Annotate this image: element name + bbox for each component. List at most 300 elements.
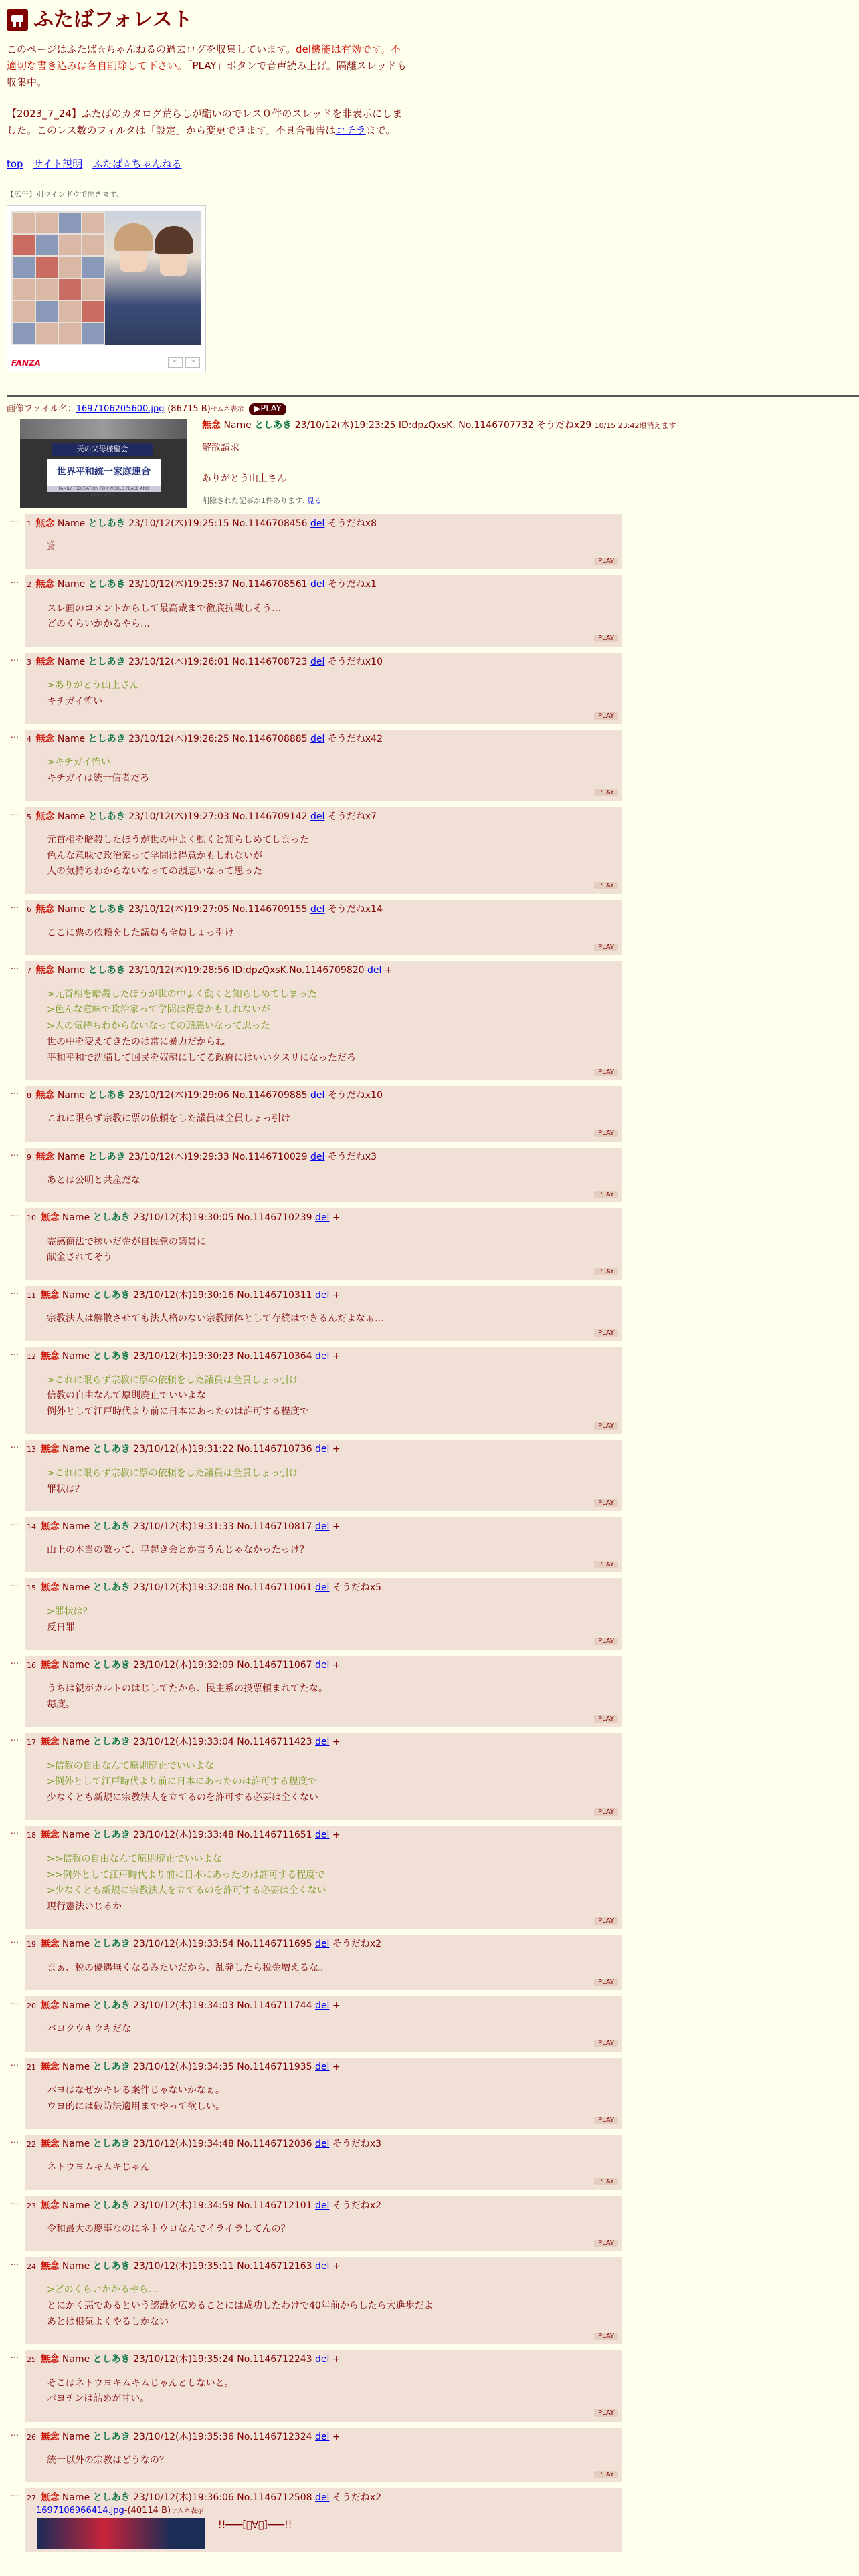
reply-subject: 無念 <box>40 2354 60 2365</box>
reply-del-link[interactable]: del <box>315 1737 330 1748</box>
reply-26 <box>11 2428 622 2483</box>
reply-del-link[interactable]: del <box>315 1582 330 1594</box>
reply-datetime: 23/10/12(木)19:33:04 <box>133 1737 234 1748</box>
reply-play-button[interactable]: PLAY <box>594 1069 618 1076</box>
reply-message <box>47 2083 618 2115</box>
reply-subject: 無念 <box>40 2061 60 2072</box>
reply-del-link[interactable]: del <box>315 1521 330 1532</box>
reply-name: としあき <box>92 1582 130 1594</box>
reply-play-row <box>27 2039 618 2049</box>
reply-play-button[interactable]: PLAY <box>594 2117 618 2124</box>
reply-message-line: キチガイは統一信者だろ <box>47 773 150 784</box>
reply-name: としあき <box>92 2199 130 2211</box>
reply-menu-icon[interactable]: … <box>11 2258 18 2268</box>
reply-play-button[interactable]: PLAY <box>594 944 618 951</box>
reply-subject: 無念 <box>40 2199 60 2211</box>
reply-sodane[interactable]: そうだねx14 <box>327 903 383 915</box>
reply-menu-icon[interactable]: … <box>11 1997 18 2006</box>
reply-file-line <box>36 2505 618 2518</box>
reply-23 <box>11 2196 622 2252</box>
reply-sodane[interactable]: そうだねx5 <box>332 1582 382 1594</box>
reply-name-label: Name <box>62 2492 90 2504</box>
ad-next-button[interactable]: > <box>185 357 200 368</box>
ad-prev-button[interactable]: < <box>168 357 183 368</box>
reply-sodane[interactable]: + <box>332 2354 341 2365</box>
reply-menu-icon[interactable]: … <box>11 2351 18 2361</box>
reply-message <box>47 2160 618 2176</box>
reply-number[interactable]: No.1146709885 <box>232 1090 308 1101</box>
reply-name-label: Name <box>62 1582 90 1594</box>
reply-message-line: パヨチンは詰めが甘い。 <box>47 2393 150 2405</box>
reply-menu-icon[interactable]: … <box>11 1348 18 1358</box>
reply-message-line: ウヨ的には破防法適用までやって欲しい。 <box>47 2101 225 2112</box>
reply-del-link[interactable]: del <box>315 2138 330 2149</box>
reply-index: 3 <box>27 657 31 667</box>
reply-datetime: 23/10/12(木)19:31:33 <box>133 1521 234 1532</box>
reply-sodane[interactable]: + <box>332 1521 341 1532</box>
reply-index: 18 <box>27 1831 36 1840</box>
reply-del-link[interactable]: del <box>315 2261 330 2272</box>
bug-report-link[interactable]: コチラ <box>335 124 366 136</box>
reply-menu-icon[interactable]: … <box>11 730 18 740</box>
reply-number[interactable]: No.1146709142 <box>232 811 308 822</box>
reply-2 <box>11 575 622 646</box>
reply-index: 9 <box>27 1152 31 1162</box>
reply-del-link[interactable]: del <box>315 1830 330 1841</box>
reply-play-row <box>27 1267 618 1277</box>
reply-message-line: !!━━━[ﾟ∀ﾟ]━━━!! <box>218 2520 292 2531</box>
reply-play-button[interactable]: PLAY <box>594 1917 618 1925</box>
reply-menu-icon[interactable]: … <box>11 1733 18 1743</box>
op-name-label: Name <box>223 419 252 431</box>
reply-del-link[interactable]: del <box>315 2000 330 2011</box>
reply-name-label: Name <box>57 811 86 822</box>
reply-play-button[interactable]: PLAY <box>594 2040 618 2047</box>
site-title: ふたばフォレスト <box>33 8 193 31</box>
site-intro <box>7 41 408 91</box>
reply-datetime: 23/10/12(木)19:34:59 <box>133 2199 234 2211</box>
reply-play-button[interactable]: PLAY <box>594 635 618 642</box>
reply-play-button[interactable]: PLAY <box>594 1329 618 1337</box>
reply-name-label: Name <box>62 2061 90 2072</box>
reply-20 <box>11 1996 622 2052</box>
reply-datetime: 23/10/12(木)19:33:48 <box>133 1830 234 1841</box>
reply-name: としあき <box>92 1212 130 1224</box>
reply-sodane[interactable]: そうだねx3 <box>332 2138 382 2149</box>
reply-subject: 無念 <box>40 2138 60 2149</box>
reply-message-line: 山上の本当の敵って、早起き会とか言うんじゃなかったっけ？ <box>47 1545 309 1556</box>
reply-play-button[interactable]: PLAY <box>594 2333 618 2340</box>
reply-menu-icon[interactable]: … <box>11 1148 18 1158</box>
reply-header <box>27 964 618 977</box>
reply-menu-icon[interactable]: … <box>11 962 18 972</box>
reply-del-link[interactable]: del <box>310 1090 325 1101</box>
reply-play-button[interactable]: PLAY <box>594 1561 618 1568</box>
reply-menu-icon[interactable]: … <box>11 514 18 524</box>
reply-sodane[interactable]: + <box>332 1737 341 1748</box>
reply-datetime: 23/10/12(木)19:32:08 <box>133 1582 234 1594</box>
reply-message-line: 反日罪 <box>47 1622 75 1633</box>
reply-sodane[interactable]: + <box>332 1212 341 1224</box>
reply-del-link[interactable]: del <box>310 903 325 915</box>
reply-sodane[interactable]: そうだねx1 <box>327 579 377 591</box>
reply-name: としあき <box>92 1830 130 1841</box>
reply-message-line: 世の中を変えてきたのは常に暴力だからね <box>47 1037 225 1048</box>
reply-subject: 無念 <box>35 1151 55 1162</box>
reply-name: としあき <box>88 656 126 667</box>
reply-sodane[interactable]: そうだねx10 <box>327 1090 383 1101</box>
reply-number[interactable]: No.1146710736 <box>237 1444 312 1455</box>
op-deleted-note <box>202 496 676 506</box>
reply-header <box>27 2199 618 2212</box>
reply-subject: 無念 <box>35 965 55 976</box>
reply-del-link[interactable]: del <box>367 965 382 976</box>
reply-index: 21 <box>27 2062 36 2072</box>
op-file-line <box>7 403 852 416</box>
op-deleted-text: 削除された記事が1件あります. <box>202 496 305 506</box>
reply-menu-icon[interactable]: … <box>11 576 18 586</box>
reply-18 <box>11 1826 622 1929</box>
reply-name: としあき <box>92 2492 130 2504</box>
reply-name: としあき <box>92 1737 130 1748</box>
reply-number[interactable]: No.1146712163 <box>237 2261 312 2272</box>
reply-play-button[interactable]: PLAY <box>594 1715 618 1723</box>
reply-sodane[interactable]: + <box>332 2061 341 2072</box>
ad-banner[interactable] <box>7 205 206 372</box>
reply-message <box>47 2022 618 2038</box>
reply-message <box>47 678 618 710</box>
reply-number[interactable]: No.1146711744 <box>237 2000 312 2011</box>
reply-play-button[interactable]: PLAY <box>594 882 618 889</box>
reply-play-button[interactable]: PLAY <box>594 1130 618 1137</box>
reply-play-button[interactable]: PLAY <box>594 2409 618 2417</box>
reply-index: 23 <box>27 2201 36 2210</box>
reply-play-row <box>27 2470 618 2480</box>
op-file-meta: -(86715 B) <box>164 403 211 414</box>
reply-del-link[interactable]: del <box>315 1351 330 1362</box>
reply-sodane[interactable]: + <box>332 2431 341 2442</box>
reply-sodane[interactable]: + <box>332 1351 341 1362</box>
reply-datetime: 23/10/12(木)19:25:15 <box>128 518 229 529</box>
reply-play-row <box>27 1499 618 1509</box>
reply-datetime: 23/10/12(木)19:36:06 <box>133 2492 234 2504</box>
reply-menu-icon[interactable]: … <box>11 1440 18 1451</box>
reply-header <box>27 517 618 530</box>
reply-message-line: 𓀀 <box>47 542 56 553</box>
reply-file-meta: -(40114 B) <box>124 2505 171 2516</box>
reply-number[interactable]: No.1146709155 <box>232 903 308 915</box>
reply-menu-icon[interactable]: … <box>11 2196 18 2206</box>
reply-header <box>27 1520 618 1533</box>
reply-name-label: Name <box>57 579 86 591</box>
reply-subject: 無念 <box>35 811 55 822</box>
reply-play-row <box>27 1068 618 1078</box>
notice-text: 【2023_7_24】ふたばのカタログ荒らしが酷いのでレス０件のスレッドを非表示にしました。このレス数のフィルタは「設定」から変更できます。不具合報告は <box>7 107 403 136</box>
reply-name-label: Name <box>62 1830 90 1841</box>
ad-photo <box>105 211 201 345</box>
reply-play-row <box>27 634 618 644</box>
op-deleted-link[interactable]: 見る <box>307 496 322 506</box>
reply-message <box>47 601 618 633</box>
reply-sodane[interactable]: そうだねx2 <box>332 2492 382 2504</box>
reply-del-link[interactable]: del <box>310 579 325 591</box>
reply-menu-icon[interactable]: … <box>11 2058 18 2068</box>
reply-datetime: 23/10/12(木)19:32:09 <box>133 1659 234 1671</box>
reply-quote-line: >>例外として江戸時代より前に日本にあったのは許可する程度で <box>47 1869 325 1881</box>
reply-number[interactable]: No.1146712036 <box>237 2138 312 2149</box>
reply-message <box>47 2222 618 2238</box>
reply-datetime: 23/10/12(木)19:27:03 <box>128 811 229 822</box>
reply-play-row <box>27 1129 618 1139</box>
reply-number[interactable]: No.1146712243 <box>237 2354 312 2365</box>
reply-sodane[interactable]: + <box>332 1289 341 1301</box>
reply-header <box>27 2260 618 2273</box>
reply-datetime: 23/10/12(木)19:28:56 <box>128 965 229 976</box>
reply-thumbnail[interactable] <box>37 2518 205 2549</box>
reply-subject: 無念 <box>40 1737 60 1748</box>
reply-del-link[interactable]: del <box>310 1151 325 1162</box>
reply-subject: 無念 <box>35 1090 55 1101</box>
reply-subject: 無念 <box>40 1289 60 1301</box>
reply-message <box>47 1111 618 1128</box>
reply-play-button[interactable]: PLAY <box>594 1499 618 1507</box>
reply-play-button[interactable]: PLAY <box>594 1422 618 1430</box>
reply-del-link[interactable]: del <box>310 811 325 822</box>
reply-message <box>47 1466 618 1498</box>
reply-message-line: あとは公明と共産だな <box>47 1175 140 1186</box>
reply-message <box>47 1961 618 1977</box>
reply-name: としあき <box>92 1289 130 1301</box>
reply-number[interactable]: No.1146712101 <box>237 2199 312 2211</box>
reply-play-button[interactable]: PLAY <box>594 2240 618 2247</box>
reply-subject: 無念 <box>40 2261 60 2272</box>
reply-sodane[interactable]: + <box>332 1830 341 1841</box>
nav-link-top[interactable]: top <box>7 158 23 171</box>
nav-link-futaba[interactable]: ふたば☆ちゃんねる <box>92 158 182 171</box>
reply-subject: 無念 <box>40 1444 60 1455</box>
reply-quote-line: >例外として江戸時代より前に日本にあったのは許可する程度で <box>47 1776 317 1788</box>
op-file-link[interactable]: 1697106205600.jpg <box>76 403 165 414</box>
reply-play-button[interactable]: PLAY <box>594 1979 618 1986</box>
reply-datetime: 23/10/12(木)19:35:11 <box>133 2261 234 2272</box>
reply-header <box>27 1658 618 1672</box>
reply-name: としあき <box>92 2000 130 2011</box>
reply-subject: 無念 <box>40 2492 60 2504</box>
reply-datetime: 23/10/12(木)19:30:05 <box>133 1212 234 1224</box>
reply-play-row <box>27 788 618 798</box>
notice-tail: まで。 <box>365 124 396 136</box>
reply-menu-icon[interactable]: … <box>11 1656 18 1666</box>
thread-op <box>7 403 852 508</box>
reply-menu-icon[interactable]: … <box>11 1087 18 1097</box>
reply-1 <box>11 514 622 570</box>
reply-message <box>47 755 618 787</box>
reply-number[interactable]: No.1146710029 <box>232 1151 308 1162</box>
reply-play-button[interactable]: PLAY <box>594 789 618 796</box>
reply-play-button[interactable]: PLAY <box>594 1191 618 1198</box>
reply-play-button[interactable]: PLAY <box>594 2178 618 2185</box>
reply-message-line: 令和最大の慶事なのにネトウヨなんでイライラしてんの？ <box>47 2223 290 2234</box>
reply-number[interactable]: No.1146710239 <box>237 1212 312 1224</box>
reply-del-link[interactable]: del <box>310 734 325 745</box>
reply-sodane[interactable]: そうだねx3 <box>327 1151 377 1162</box>
ad-image[interactable] <box>11 211 201 345</box>
reply-del-link[interactable]: del <box>315 1289 330 1301</box>
reply-10 <box>11 1208 622 1279</box>
reply-12 <box>11 1347 622 1434</box>
reply-message-line: スレ画のコメントからして最高裁まで徹底抗戦しそう… <box>47 603 281 614</box>
reply-sodane[interactable]: そうだねx8 <box>327 518 377 529</box>
op-number[interactable]: No.1146707732 <box>458 419 534 431</box>
reply-number[interactable]: No.1146711935 <box>237 2061 312 2072</box>
reply-play-button[interactable]: PLAY <box>594 1808 618 1816</box>
reply-menu-icon[interactable]: … <box>11 1826 18 1836</box>
reply-number[interactable]: No.1146710311 <box>237 1289 312 1301</box>
reply-sodane[interactable]: + <box>332 2000 341 2011</box>
op-message-line: ありがとう山上さん <box>202 473 286 484</box>
reply-name-label: Name <box>62 2199 90 2211</box>
reply-subject: 無念 <box>35 518 55 529</box>
reply-menu-icon[interactable]: … <box>11 1209 18 1219</box>
reply-name-label: Name <box>57 1090 86 1101</box>
nav-link-about[interactable]: サイト説明 <box>33 158 83 171</box>
reply-play-button[interactable]: PLAY <box>594 558 618 565</box>
reply-menu-icon[interactable]: … <box>11 1286 18 1296</box>
reply-sodane[interactable]: + <box>384 965 393 976</box>
reply-sodane[interactable]: そうだねx2 <box>332 2199 382 2211</box>
reply-number[interactable]: No.1146708885 <box>232 734 308 745</box>
site-logo-icon[interactable] <box>7 9 28 31</box>
reply-quote-line: >罪状は？ <box>47 1606 92 1617</box>
reply-number[interactable]: No.1146711061 <box>237 1582 312 1594</box>
reply-del-link[interactable]: del <box>315 1939 330 1950</box>
reply-number[interactable]: No.1146712508 <box>237 2492 312 2504</box>
reply-del-link[interactable]: del <box>310 656 325 667</box>
reply-del-link[interactable]: del <box>315 1444 330 1455</box>
reply-16 <box>11 1656 622 1727</box>
reply-sodane[interactable]: + <box>332 2261 341 2272</box>
reply-header <box>27 2430 618 2444</box>
op-sodane[interactable]: そうだねx29 <box>537 419 592 431</box>
reply-message-line: どのくらいかかるやら… <box>47 619 150 630</box>
reply-play-row <box>27 712 618 722</box>
reply-number[interactable]: No.1146711695 <box>237 1939 312 1950</box>
reply-datetime: 23/10/12(木)19:31:22 <box>133 1444 234 1455</box>
reply-del-link[interactable]: del <box>315 2492 330 2504</box>
reply-message-line: 献金されてそう <box>47 1252 112 1263</box>
reply-play-row <box>27 2116 618 2126</box>
reply-header <box>27 1442 618 1456</box>
reply-menu-icon[interactable]: … <box>11 900 18 910</box>
reply-quote-line: >色んな意味で政治家って学問は得意かもしれないが <box>47 1004 270 1016</box>
reply-sodane[interactable]: + <box>332 1444 341 1455</box>
reply-number[interactable]: No.1146710364 <box>237 1351 312 1362</box>
reply-play-button[interactable]: PLAY <box>594 1638 618 1645</box>
reply-number[interactable]: No.1146708456 <box>232 518 308 529</box>
reply-name-label: Name <box>62 2261 90 2272</box>
reply-index: 14 <box>27 1522 36 1531</box>
reply-name-label: Name <box>62 2354 90 2365</box>
reply-quote-line: >>信教の自由なんて原則廃止でいいよな <box>47 1853 222 1864</box>
reply-name: としあき <box>88 965 126 976</box>
reply-number[interactable]: No.1146711651 <box>237 1830 312 1841</box>
reply-id: ID:dpzQxsK. <box>232 965 290 976</box>
reply-number[interactable]: No.1146710817 <box>237 1521 312 1532</box>
reply-del-link[interactable]: del <box>315 2354 330 2365</box>
reply-menu-icon[interactable]: … <box>11 1579 18 1589</box>
reply-sodane[interactable]: そうだねx2 <box>332 1939 382 1950</box>
reply-del-link[interactable]: del <box>315 2061 330 2072</box>
reply-message-line: ネトウヨムキムキじゃん <box>47 2162 150 2173</box>
reply-menu-icon[interactable]: … <box>11 807 18 817</box>
reply-header <box>27 2491 618 2504</box>
reply-index: 22 <box>27 2139 36 2149</box>
reply-message <box>47 540 618 556</box>
intro-text: このページはふたば☆ちゃんねるの過去ログを収集しています。 <box>7 43 296 56</box>
reply-menu-icon[interactable]: … <box>11 653 18 663</box>
reply-index: 11 <box>27 1291 36 1300</box>
reply-del-link[interactable]: del <box>315 1659 330 1671</box>
reply-datetime: 23/10/12(木)19:26:01 <box>128 656 229 667</box>
reply-play-button[interactable]: PLAY <box>594 712 618 720</box>
reply-name-label: Name <box>62 2431 90 2442</box>
reply-message-line: 信教の自由なんて原則廃止でいいよな <box>47 1390 206 1402</box>
reply-name: としあき <box>88 579 126 591</box>
reply-del-link[interactable]: del <box>310 518 325 529</box>
reply-number[interactable]: No.1146709820 <box>289 965 365 976</box>
reply-subject: 無念 <box>40 1582 60 1594</box>
reply-sodane[interactable]: そうだねx42 <box>327 734 383 745</box>
reply-7 <box>11 961 622 1080</box>
reply-file-link[interactable]: 1697106966414.jpg <box>36 2505 124 2516</box>
reply-menu-icon[interactable]: … <box>11 2489 18 2499</box>
reply-menu-icon[interactable]: … <box>11 2428 18 2438</box>
reply-name: としあき <box>92 2431 130 2442</box>
reply-sodane[interactable]: そうだねx10 <box>327 656 383 667</box>
reply-message <box>47 1373 618 1420</box>
reply-play-button[interactable]: PLAY <box>594 2471 618 2478</box>
reply-sodane[interactable]: そうだねx7 <box>327 811 377 822</box>
reply-menu-icon[interactable]: … <box>11 1517 18 1527</box>
reply-21 <box>11 2058 622 2129</box>
op-play-button[interactable]: ▶PLAY <box>249 403 286 415</box>
reply-name: としあき <box>88 1090 126 1101</box>
reply-datetime: 23/10/12(木)19:35:24 <box>133 2354 234 2365</box>
reply-message-line: 元首相を暗殺したほうが世の中よく動くと知らしめてしまった <box>47 834 309 845</box>
reply-menu-icon[interactable]: … <box>11 2135 18 2145</box>
reply-play-button[interactable]: PLAY <box>594 1268 618 1275</box>
op-thumb-note: サムネ表示 <box>210 405 244 413</box>
reply-del-link[interactable]: del <box>315 2199 330 2211</box>
ad-label: 【広告】別ウインドウで開きます。 <box>7 190 124 199</box>
reply-number[interactable]: No.1146712324 <box>237 2431 312 2442</box>
reply-subject: 無念 <box>40 1659 60 1671</box>
op-thumbnail[interactable] <box>20 419 187 508</box>
reply-number[interactable]: No.1146711423 <box>237 1737 312 1748</box>
reply-subject: 無念 <box>40 1521 60 1532</box>
reply-number[interactable]: No.1146708561 <box>232 579 308 591</box>
reply-header <box>27 810 618 823</box>
reply-menu-icon[interactable]: … <box>11 1935 18 1945</box>
reply-header <box>27 732 618 746</box>
op-body <box>7 419 852 508</box>
reply-number[interactable]: No.1146708723 <box>232 656 308 667</box>
reply-del-link[interactable]: del <box>315 2431 330 2442</box>
reply-header <box>27 1581 618 1594</box>
reply-del-link[interactable]: del <box>315 1212 330 1224</box>
reply-number[interactable]: No.1146711067 <box>237 1659 312 1671</box>
reply-sodane[interactable]: + <box>332 1659 341 1671</box>
